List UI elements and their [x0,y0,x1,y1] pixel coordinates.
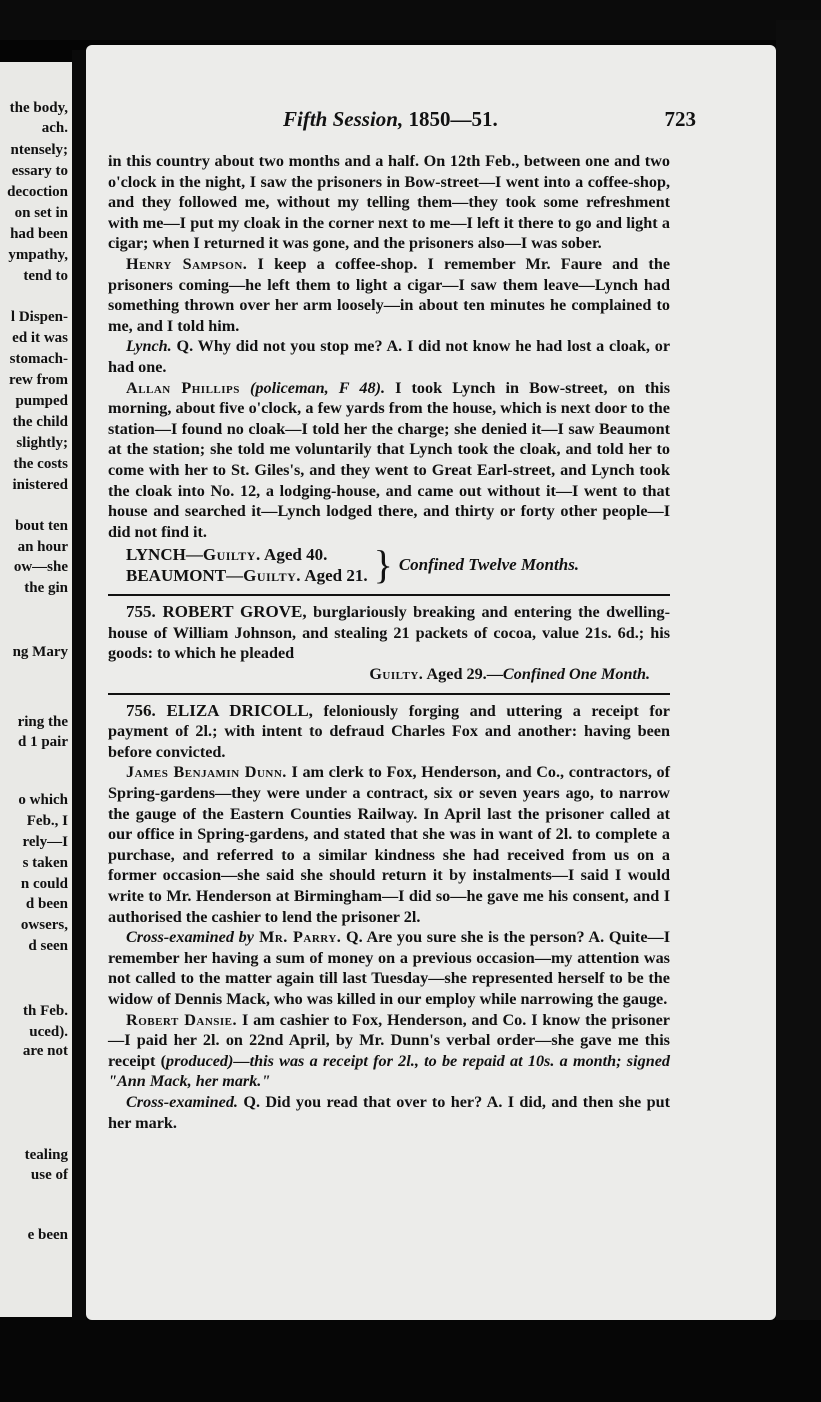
left-page-text-fragment: rew from [8,372,68,388]
left-page-text-fragment: the body, [9,100,68,116]
verdict-block [126,544,670,586]
brace-glyph: } [373,542,393,588]
paragraph: Lynch. Q. Why did not you stop me? A. I did not know he had lost a cloak, or had one. [108,337,670,376]
left-page-text-fragment: bout ten [15,518,68,534]
left-page-text-fragment: l Dispen- [10,309,68,325]
left-page-text-fragment: inistered [12,477,68,493]
case-755-verdict: Guilty. Aged 29.—Confined One Month. [369,665,650,684]
case-756: 756. ELIZA DRICOLL, feloniously forging and uttering a receipt for payment of 2l.; with intent to defraud Charles Fox and another: having been before convicted. [108,700,670,761]
case-divider [108,594,670,596]
left-page-text-fragment: stomach- [9,351,68,367]
left-page-text-fragment: ympathy, [8,247,68,263]
session-title: Fifth Session, 1850—51. [283,107,498,131]
left-page-text-fragment: d 1 pair [17,734,68,750]
left-page-text-fragment: o which [18,792,68,808]
left-page-text-fragment: pumped [15,393,68,409]
left-page-text-fragment: e been [27,1227,68,1243]
left-page-text-fragment: uced). [29,1024,68,1040]
paragraph: James Benjamin Dunn. I am clerk to Fox, Henderson, and Co., contractors, of Spring-gardens—they were under a contract, six or seven years ago, to narrow the gauge of the Eastern Counties Railway. In April last the prisoner called at our office in Spring-gardens, and stated that she was in want of 2l. to complete a purchase, and referred to a similar kindness she had received from us on a former occasion—she said she should return it by instalments—I said I would write to Mr. Henderson at Birmingham—I did so—he gave me his consent, and I authorised the cashier to lend the prisoner 2l. [108,763,670,926]
book-gutter [72,50,86,1325]
left-page-text-fragment: d seen [28,938,68,954]
left-page-text-fragment: use of [30,1167,68,1183]
left-page-text-fragment: owsers, [20,917,68,933]
left-page-text-fragment: th Feb. [23,1003,68,1019]
paragraph: Cross-examined by Mr. Parry. Q. Are you sure she is the person? A. Quite—I remember her having a sum of money on a previous occasion—my attention was not called to the matter again till last Tuesday—she represented herself to be the widow of Dennis Mack, who was killed in our employ while narrowing the gauge. [108,928,670,1008]
document-page [86,45,776,1320]
left-page-text-fragment: the child [12,414,68,430]
paragraph: Allan Phillips (policeman, F 48). I took Lynch in Bow-street, on this morning, about five o'clock, a few yards from the house, which is next door to the station—I found no cloak—I told her the charge; she denied it—I saw Beaumont at the station; she told me voluntarily that Lynch took the cloak, and told her to come with her to St. Giles's, and they went to Great Earl-street, and Lynch took the cloak into No. 12, a lodging-house, and came out without it—I went to that house and searched it—Lynch lodged there, and thirty or forty other people—I did not find it. [108,378,671,541]
left-page-text-fragment: are not [22,1043,68,1059]
left-page-text-fragment: n could [20,876,68,892]
left-page-text-fragment: tealing [24,1147,68,1163]
page-header [108,109,696,135]
left-page-text-fragment: Feb., I [26,813,68,829]
paragraph: Robert Dansie. I am cashier to Fox, Henderson, and Co. I know the prisoner—I paid her 2l. on 22nd April, by Mr. Dunn's verbal order—she gave me this receipt (produced)—this was a receipt for 2l., to be repaid at 10s. a month; signed "Ann Mack, her mark." [108,1010,670,1091]
page-number: 723 [664,107,696,131]
verdict-line: LYNCH—Guilty. Aged 40. [126,545,328,565]
left-page-text-fragment: tend to [23,268,68,284]
left-page-text-fragment: had been [10,226,68,242]
left-page-text-fragment: ed it was [12,330,68,346]
paragraph: in this country about two months and a half. On 12th Feb., between one and two o'clock in the night, I saw the prisoners in Bow-street—I went into a coffee-shop, and they followed me, without my telling them—they took some refreshment with me—I put my cloak in the corner next to me—I left it there to go and light a cigar; when I returned it was gone, and the prisoners also—I was sober. [108,152,670,253]
left-page-text-fragment: ow—she [13,559,68,575]
left-page-text-fragment: s taken [22,855,68,871]
left-page-text-fragment: slightly; [16,435,68,451]
scan-top-border [0,0,821,40]
left-page-text-fragment: rely—I [22,834,68,850]
left-page-text-fragment: ring the [17,714,68,730]
case-divider [108,693,670,695]
page-body [108,151,670,1133]
paragraph: Cross-examined. Q. Did you read that over to her? A. I did, and then she put her mark. [108,1092,670,1132]
sentence-text: Confined Twelve Months. [398,554,580,574]
left-page-text-fragment: decoction [7,184,68,200]
left-page-text-fragment: essary to [11,163,68,179]
left-page-text-fragment: the costs [13,456,68,472]
paragraph: Henry Sampson. I keep a coffee-shop. I remember Mr. Faure and the prisoners coming—he left them to light a cigar—I saw them leave—Lynch had something thrown over her arm loosely—in about ten minutes he complained to me, and I told him. [108,254,671,335]
left-page-text-fragment: ach. [41,120,68,136]
left-page-text-fragment: d been [25,896,68,912]
left-page-text-fragment: on set in [14,205,68,221]
left-page-fragment [0,62,78,1317]
scan-right-border [776,20,821,1402]
left-page-text-fragment: the gin [24,580,68,596]
left-page-text-fragment: ng Mary [12,644,68,660]
left-page-text-fragment: ntensely; [10,142,68,158]
verdict-line: BEAUMONT—Guilty. Aged 21. [126,566,368,586]
left-page-text-fragment: an hour [17,539,68,555]
case-755: 755. ROBERT GROVE, burglariously breaking and entering the dwelling-house of William Johnson, and stealing 21 packets of cocoa, value 21s. 6d.; his goods: to which he pleaded [108,602,671,663]
scan-bottom-border [0,1320,821,1402]
